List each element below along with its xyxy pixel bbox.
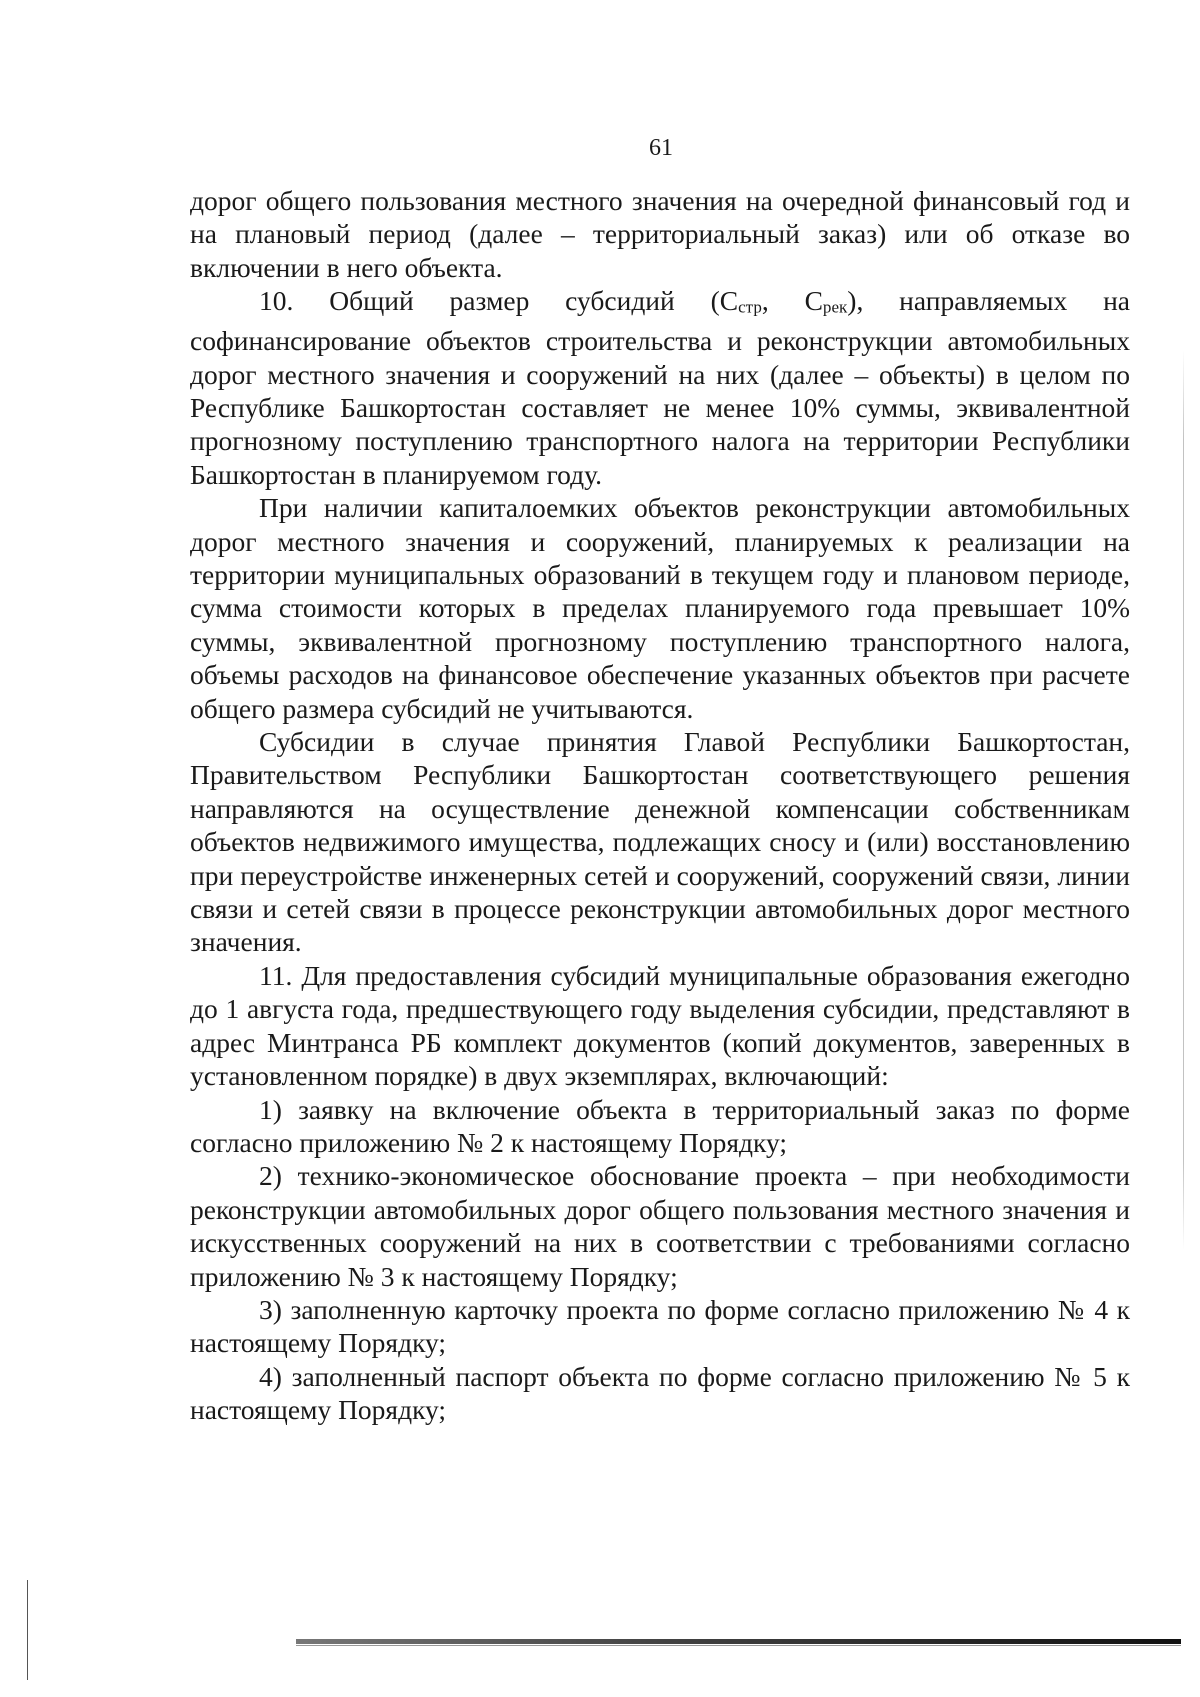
list-item-2: 2) технико-экономическое обоснование проекта – при необходимости реконструкции автомобильных дорог общего пользования местного значения и искусственных сооружений на них в соответствии с требованиями согласно приложению № 3 к настоящему Порядку; xyxy=(190,1160,1130,1292)
document-body xyxy=(190,184,1130,1427)
list-item-1: 1) заявку на включение объекта в территориальный заказ по форме согласно приложению № 2 к настоящему Порядку; xyxy=(190,1093,1130,1158)
paragraph-item-11: 11. Для предоставления субсидий муниципальные образования ежегодно до 1 августа года, предшествующего году выделения субсидии, представляют в адрес Минтранса РБ комплект документов (копий документов, заверенных в установленном порядке) в двух экземплярах, включающий: xyxy=(190,959,1130,1092)
scan-artifact-left-line xyxy=(27,1580,28,1680)
paragraph-capital-objects: При наличии капиталоемких объектов реконструкции автомобильных дорог местного значения и сооружений, планируемых к реализации на территории муниципальных образований в текущем году и плановом периоде, сумма стоимости которых в пределах планируемого года превышает 10% суммы, эквивалентной прогнозному поступлению транспортного налога, объемы расходов на финансовое обеспечение указанных объектов при расчете общего размера субсидий не учитываются. xyxy=(190,492,1130,724)
item-10-text-mid: , С xyxy=(761,285,823,317)
subscript-rek: рек xyxy=(822,297,848,317)
item-10-text-end: ), направляемых на софинансирование объектов строительства и реконструкции автомобильных дорог местного значения и сооружений на них (далее – объекты) в целом по Республике Башкортостан составляет не менее 10% суммы, эквивалентной прогнозному поступлению транспортного налога на территории Республики Башкортостан в планируемом году. xyxy=(190,285,1130,490)
paragraph-continuation: дорог общего пользования местного значения на очередной финансовый год и на плановый период (далее – территориальный заказ) или об отказе во включении в него объекта. xyxy=(190,185,1130,283)
scan-artifact-bottom-rule-thin xyxy=(296,1645,1181,1646)
scan-artifact-right-line xyxy=(1183,350,1184,1250)
list-item-3: 3) заполненную карточку проекта по форме согласно приложению № 4 к настоящему Порядку; xyxy=(190,1293,1130,1359)
page-number: 61 xyxy=(649,135,673,161)
scan-artifact-bottom-rule xyxy=(296,1639,1181,1644)
paragraph-subsidies-compensation: Субсидии в случае принятия Главой Республики Башкортостан, Правительством Республики Башкортостан соответствующего решения направляются на осуществление денежной компенсации собственникам объектов недвижимого имущества, подлежащих сносу и (или) восстановлению при переустройстве инженерных сетей и сооружений, сооружений связи, линии связи и сетей связи в процессе реконструкции автомобильных дорог местного значения. xyxy=(190,726,1130,958)
item-10-text-start: 10. Общий размер субсидий (С xyxy=(259,285,739,317)
paragraph-item-10 xyxy=(190,284,1130,491)
list-item-4: 4) заполненный паспорт объекта по форме согласно приложению № 5 к настоящему Порядку; xyxy=(190,1360,1130,1426)
subscript-str: стр xyxy=(738,297,762,317)
